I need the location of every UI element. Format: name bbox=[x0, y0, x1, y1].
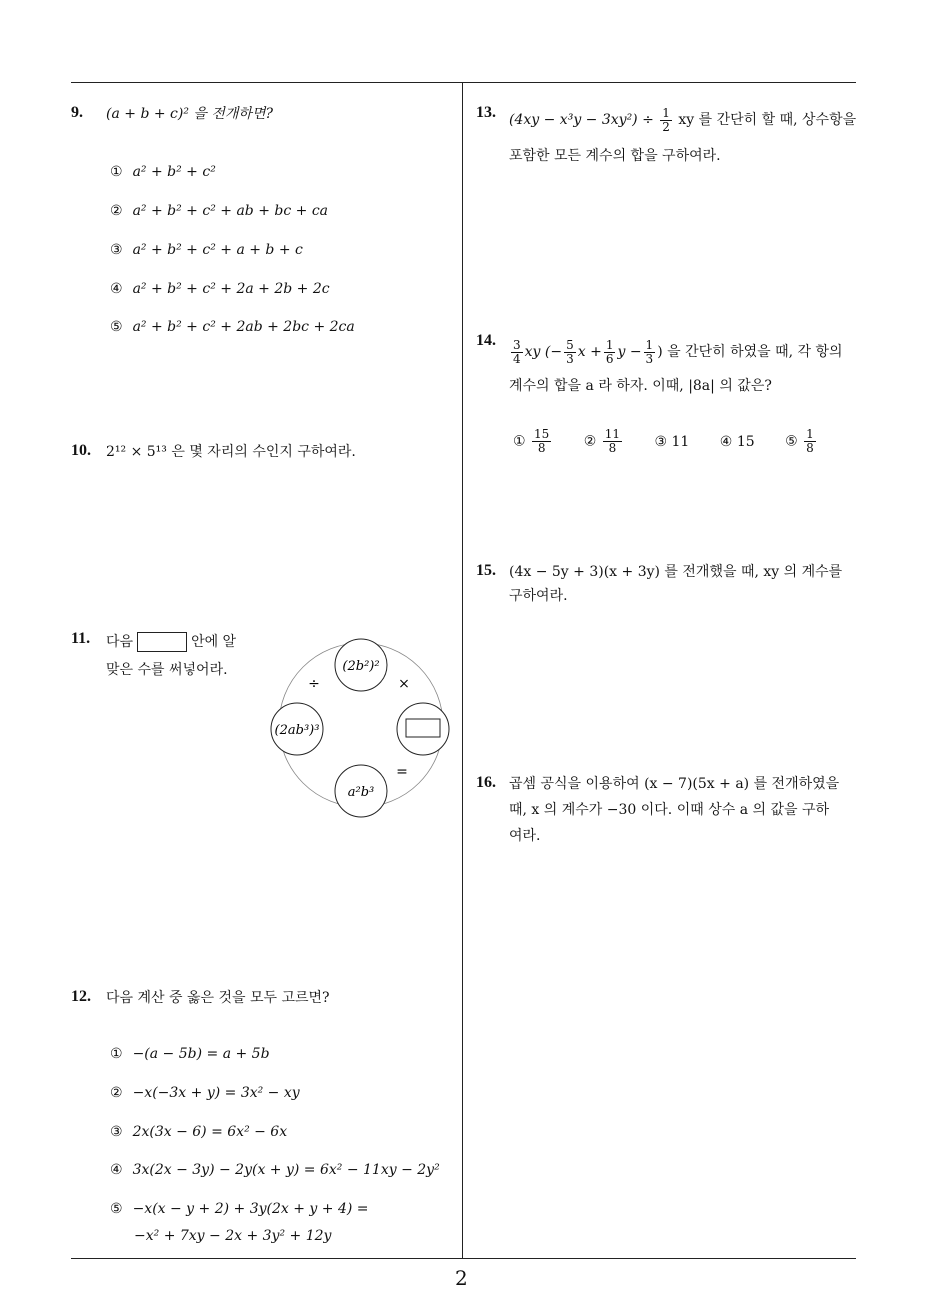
option-mark: ④ bbox=[110, 1162, 123, 1178]
option-text: a² + b² + c² + a + b + c bbox=[132, 242, 303, 258]
equals-operator: = bbox=[396, 764, 408, 780]
question-stem-line3: 여라. bbox=[509, 828, 541, 844]
fraction bbox=[644, 339, 656, 366]
node-top-label: (2b²)² bbox=[342, 659, 380, 674]
option-mark: ① bbox=[110, 1046, 123, 1062]
fraction bbox=[564, 339, 576, 366]
option-text: a² + b² + c² + 2a + 2b + 2c bbox=[132, 281, 330, 297]
question-number: 10. bbox=[71, 442, 91, 459]
question-number: 14. bbox=[476, 332, 496, 349]
option-2[interactable] bbox=[110, 203, 328, 219]
fraction-denominator: 4 bbox=[513, 351, 521, 366]
fraction bbox=[804, 428, 816, 455]
option-5[interactable] bbox=[110, 1201, 369, 1217]
choice-mark: ② bbox=[583, 433, 597, 450]
option-4[interactable] bbox=[110, 281, 330, 297]
expression: (4xy − x³y − 3xy²) ÷ bbox=[509, 112, 654, 128]
question-stem-line1 bbox=[509, 106, 856, 134]
stem-part: xy 를 간단히 할 때, 상수항을 bbox=[678, 112, 857, 128]
option-text: a² + b² + c² + ab + bc + ca bbox=[132, 203, 329, 219]
question-stem-line1: 곱셈 공식을 이용하여 (x − 7)(5x + a) 를 전개하였을 bbox=[509, 776, 840, 792]
question-number: 15. bbox=[476, 562, 496, 579]
fraction-numerator: 5 bbox=[566, 337, 574, 352]
choice-mark: ④ bbox=[719, 433, 733, 450]
option-mark: ④ bbox=[110, 281, 123, 297]
stem-part: ) 을 간단히 하였을 때, 각 항의 bbox=[657, 344, 843, 360]
option-1[interactable] bbox=[110, 164, 216, 180]
fraction bbox=[532, 428, 551, 455]
option-3[interactable] bbox=[110, 1124, 287, 1140]
times-operator: × bbox=[398, 676, 410, 692]
question-number: 13. bbox=[476, 104, 496, 121]
option-text: 3x(2x − 3y) − 2y(x + y) = 6x² − 11xy − 2y² bbox=[132, 1162, 440, 1178]
option-mark: ③ bbox=[110, 1124, 123, 1140]
choice-1[interactable] bbox=[513, 428, 553, 455]
divide-operator: ÷ bbox=[308, 676, 320, 692]
fraction-numerator: 1 bbox=[605, 337, 614, 352]
question-stem-line2: 포함한 모든 계수의 합을 구하여라. bbox=[509, 148, 721, 164]
question-stem-line2: 계수의 합을 a 라 하자. 이때, |8a| 의 값은? bbox=[509, 378, 772, 394]
question-stem-line1 bbox=[509, 338, 843, 366]
choice-mark: ① bbox=[513, 433, 526, 450]
stem-part: 안에 알 bbox=[191, 634, 237, 650]
fraction-numerator: 11 bbox=[604, 427, 621, 441]
option-mark: ③ bbox=[110, 242, 123, 258]
node-bottom-label: a²b³ bbox=[347, 785, 375, 800]
choice-4[interactable] bbox=[720, 434, 755, 450]
top-rule bbox=[71, 82, 856, 83]
question-stem-line2: 때, x 의 계수가 −30 이다. 이때 상수 a 의 값을 구하 bbox=[509, 802, 830, 818]
question-number: 11. bbox=[71, 630, 91, 647]
fraction-denominator: 3 bbox=[645, 351, 654, 366]
page-number: 2 bbox=[455, 1266, 468, 1290]
option-mark: ② bbox=[110, 203, 123, 219]
answer-blank-box[interactable] bbox=[406, 719, 440, 737]
question-stem: 2¹² × 5¹³ 은 몇 자리의 수인지 구하여라. bbox=[106, 444, 356, 460]
fraction bbox=[604, 339, 616, 366]
question-stem: (a + b + c)² 을 전개하면? bbox=[106, 106, 273, 122]
option-2[interactable] bbox=[110, 1085, 300, 1101]
operation-cycle-diagram bbox=[266, 630, 466, 830]
option-5-continuation: −x² + 7xy − 2x + 3y² + 12y bbox=[134, 1228, 332, 1244]
fraction bbox=[603, 428, 622, 455]
expression: y − bbox=[617, 344, 642, 360]
choice-value: 11 bbox=[671, 433, 690, 450]
choice-5[interactable] bbox=[785, 428, 818, 455]
option-text: −(a − 5b) = a + 5b bbox=[132, 1046, 270, 1062]
choice-mark: ③ bbox=[654, 433, 668, 450]
fraction-denominator: 6 bbox=[605, 351, 614, 366]
question-stem: 다음 계산 중 옳은 것을 모두 고르면? bbox=[106, 990, 330, 1006]
question-stem-line2: 맞은 수를 써넣어라. bbox=[106, 662, 228, 678]
fraction-denominator: 8 bbox=[806, 441, 814, 455]
fraction-numerator: 1 bbox=[662, 105, 670, 120]
option-text: −x(−3x + y) = 3x² − xy bbox=[132, 1085, 300, 1101]
option-4[interactable] bbox=[110, 1162, 440, 1178]
question-number: 16. bbox=[476, 774, 496, 791]
choice-3[interactable] bbox=[655, 434, 690, 450]
fraction bbox=[660, 107, 672, 134]
fraction-numerator: 3 bbox=[513, 337, 521, 352]
option-mark: ⑤ bbox=[110, 1201, 123, 1217]
choice-value: 15 bbox=[736, 433, 755, 450]
node-left-label: (2ab³)³ bbox=[274, 723, 320, 738]
fraction-denominator: 3 bbox=[566, 351, 574, 366]
fraction-denominator: 8 bbox=[608, 441, 617, 455]
expression: xy (− bbox=[524, 344, 563, 360]
choice-row bbox=[513, 428, 844, 455]
bottom-rule bbox=[71, 1258, 856, 1259]
fraction-numerator: 1 bbox=[806, 427, 814, 441]
fraction-denominator: 2 bbox=[662, 119, 670, 134]
option-text: a² + b² + c² bbox=[132, 164, 216, 180]
fraction-numerator: 15 bbox=[534, 427, 550, 441]
expression: x + bbox=[577, 344, 602, 360]
question-number: 12. bbox=[71, 988, 91, 1005]
option-text: a² + b² + c² + 2ab + 2bc + 2ca bbox=[132, 319, 355, 335]
option-mark: ② bbox=[110, 1085, 123, 1101]
answer-blank-box bbox=[137, 632, 187, 652]
option-mark: ⑤ bbox=[110, 319, 123, 335]
question-number: 9. bbox=[71, 104, 83, 121]
stem-part: 다음 bbox=[106, 634, 134, 650]
fraction bbox=[511, 339, 523, 366]
option-5[interactable] bbox=[110, 319, 355, 335]
option-1[interactable] bbox=[110, 1046, 270, 1062]
choice-2[interactable] bbox=[584, 428, 624, 455]
option-text: −x(x − y + 2) + 3y(2x + y + 4) = bbox=[132, 1201, 369, 1217]
question-stem-line2: 구하여라. bbox=[509, 588, 568, 604]
question-stem-line1: (4x − 5y + 3)(x + 3y) 를 전개했을 때, xy 의 계수를 bbox=[509, 564, 843, 580]
option-3[interactable] bbox=[110, 242, 303, 258]
fraction-numerator: 1 bbox=[645, 337, 654, 352]
option-mark: ① bbox=[110, 164, 123, 180]
fraction-denominator: 8 bbox=[537, 441, 546, 455]
option-text: 2x(3x − 6) = 6x² − 6x bbox=[132, 1124, 288, 1140]
choice-mark: ⑤ bbox=[785, 433, 798, 450]
question-stem-line1 bbox=[106, 628, 236, 656]
